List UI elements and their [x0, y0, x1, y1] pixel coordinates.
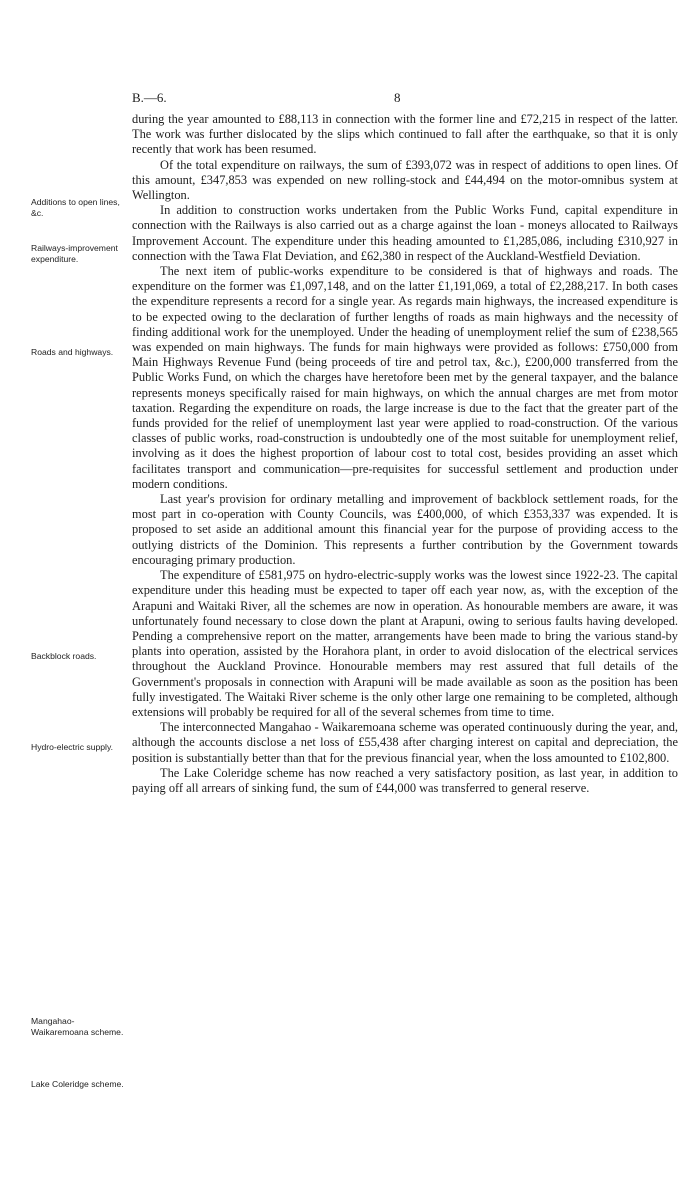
- margin-note-roads-and-highways: Roads and highways.: [31, 347, 114, 357]
- margin-note-hydro-electric-supply: Hydro-electric supply.: [31, 742, 113, 752]
- document-reference: B.—6.: [132, 90, 167, 105]
- paragraph-additions-to-open-lines: Of the total expenditure on railways, the sum of £393,072 was in respect of additions to open lines. Of this amount, £347,853 was expended on new rolling-stock and £44,494 on the motor-omnibus system at Wellington.: [132, 157, 678, 203]
- margin-note-lake-coleridge: Lake Coleridge scheme.: [31, 1079, 124, 1089]
- paragraph-railways-improvement: In addition to construction works undertaken from the Public Works Fund, capital expenditure in connection with the Railways is also carried out as a charge against the loan - moneys allocated to Railways Improvement Account. The expenditure under this heading amounted to £1,285,086, including £310,927 in connection with the Tawa Flat Deviation, and £62,380 in respect of the Auckland-Westfield Deviation.: [132, 203, 678, 263]
- paragraph-mangahao-waikaremoana: The interconnected Mangahao - Waikaremoana scheme was operated continuously during the year, and, although the accounts disclose a net loss of £55,438 after charging interest on capital and depreciation, the position is substantially better than that for the previous financial year, when the loss amounted to £102,800.: [132, 720, 678, 765]
- paragraph-roads-and-highways: The next item of public-works expenditure to be considered is that of highways and roads. The expenditure on the former was £1,097,148, and on the latter £1,191,069, a total of £2,288,217. In both cases the expenditure represents a record for a single year. As regards main highways, the increased expenditure is to be expected owing to the declaration of further lengths of roads as main highways and the necessity of finding additional work for the unemployed. Under the heading of unemployment relief the sum of £238,565 was expended on main highways. The funds for main highways were provided as follows: £750,000 from Main Highways Revenue Fund (being proceeds of tire and petrol tax, &c.), £200,000 transferred from the Public Works Fund, on which the charges have heretofore been met by the general taxpayer, and the balance represents moneys specifically raised for main highways, on which the annual charges are met from motor taxation. Regarding the expenditure on roads, the large increase is due to the fact that the greater part of the funds provided for the relief of unemployment last year were applied to road-construction. Of the various classes of public works, road-construction is undoubtedly one of the most suitable for unemployment relief, involving as it does the highest proportion of labour cost to total cost, besides providing an asset which facilitates transport and communication—pre-requisites for successful settlement and production under modern conditions.: [132, 264, 678, 491]
- paragraph-continuation: during the year amounted to £88,113 in connection with the former line and £72,215 in respect of the latter. The work was further dislocated by the slips which continued to fall after the earthquake, so that it is only recently that work has been resumed.: [132, 112, 678, 157]
- margin-note-railways-improvement: Railways-improvement expenditure.: [31, 243, 118, 264]
- paragraph-lake-coleridge: The Lake Coleridge scheme has now reached a very satisfactory position, as last year, in addition to paying off all arrears of sinking fund, the sum of £44,000 was transferred to general reserve.: [132, 765, 678, 795]
- margin-note-additions-to-open-lines: Additions to open lines, &c.: [31, 197, 120, 218]
- paragraph-hydro-electric-supply: The expenditure of £581,975 on hydro-electric-supply works was the lowest since 1922-23. The capital expenditure under this heading must be expected to taper off each year now, as, with the exception of the Arapuni and Waitaki River, all the schemes are now in operation. As honourable members are aware, it was unfortunately found necessary to close down the plant at Arapuni, owing to serious faults having developed. Pending a comprehensive report on the matter, arrangements have been made to bring the various stand-by plants into operation, assisted by the Horahora plant, in order to avoid dislocation of the electrical services throughout the Auckland Province. Honourable members may rest assured that full details of the Government's proposals in connection with Arapuni will be made available as soon as the position has been fully investigated. The Waitaki River scheme is the only other large one remaining to be completed, although extensions will probably be required for all of the several schemes from time to time.: [132, 568, 678, 719]
- margin-note-mangahao-waikaremoana: Mangahao-Waikaremoana scheme.: [31, 1016, 124, 1037]
- body-text: [132, 112, 678, 796]
- page-number: 8: [394, 90, 401, 105]
- margin-note-backblock-roads: Backblock roads.: [31, 651, 97, 661]
- page-header: [132, 90, 678, 106]
- paragraph-backblock-roads: Last year's provision for ordinary metalling and improvement of backblock settlement roads, for the most part in co-operation with County Councils, was £400,000, of which £353,337 was expended. It is proposed to set aside an additional amount this financial year for the purpose of providing access to the outlying districts of the Dominion. This represents a further contribution by the Government towards encouraging primary production.: [132, 492, 678, 567]
